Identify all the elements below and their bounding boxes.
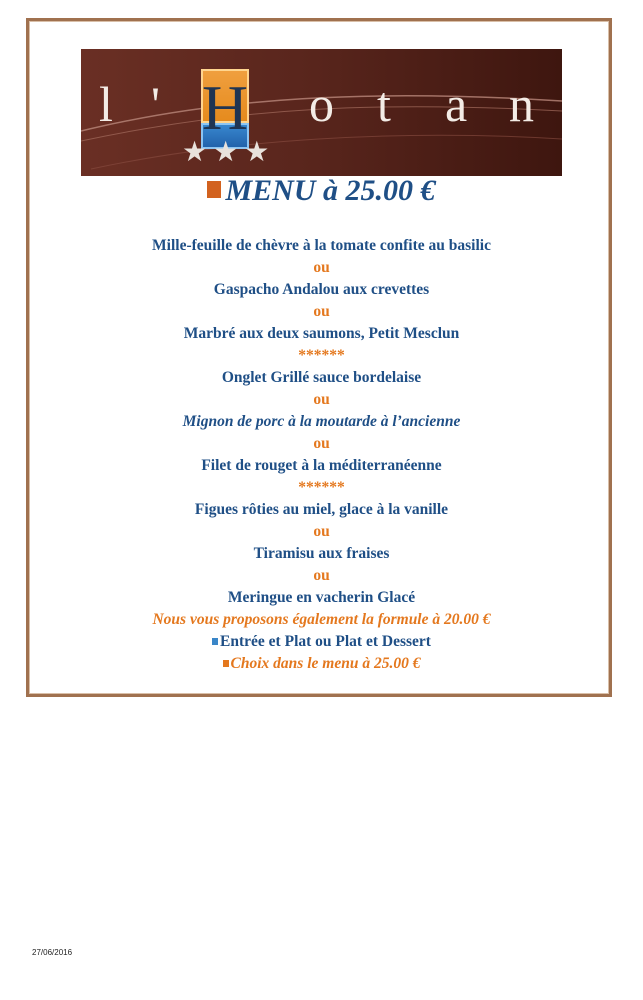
separator-ou: ou [313,567,330,584]
separator-ou: ou [313,259,330,276]
main-1: Onglet Grillé sauce bordelaise [221,369,422,386]
separator-ou: ou [313,303,330,320]
document-date: 27/06/2016 [32,948,73,957]
dessert-3: Meringue en vacherin Glacé [227,589,416,606]
logo-letter-h: H [201,72,249,143]
formula-offer: Nous vous proposons également la formule à 20.00 € [152,611,491,628]
logo-letter-n: n [509,76,534,132]
course-separator: ****** [298,479,345,496]
starter-2: Gaspacho Andalou aux crevettes [213,281,430,298]
formula-option-1: Entrée et Plat ou Plat et Dessert [0,631,643,653]
hotel-stars: ★★★ [182,137,276,168]
main-2: Mignon de porc à la moutarde à l’ancienne [182,413,461,430]
orange-bullet-icon [223,660,229,667]
logo-letter-o: o [309,76,334,132]
logo-letter-a: a [445,76,468,132]
dessert-1: Figues rôties au miel, glace à la vanille [194,501,449,518]
logo-letter-t: t [377,76,391,132]
blue-bullet-icon [212,638,218,645]
course-separator: ****** [298,347,345,364]
starter-1: Mille-feuille de chèvre à la tomate confite au basilic [152,237,491,254]
hotel-logo [81,49,562,176]
menu-list [0,235,643,675]
menu-title [0,174,643,208]
menu-title-text: MENU à 25.00 € [225,174,436,207]
formula-option-2: Choix dans le menu à 25.00 € [0,653,643,675]
main-3: Filet de rouget à la méditerranéenne [201,457,442,474]
title-bullet-icon [207,181,221,198]
dessert-2: Tiramisu aux fraises [253,545,390,562]
separator-ou: ou [313,523,330,540]
starter-3: Marbré aux deux saumons, Petit Mesclun [183,325,460,342]
logo-apostrophe: ' [151,76,161,132]
separator-ou: ou [313,391,330,408]
separator-ou: ou [313,435,330,452]
logo-letter-l: l [99,76,113,132]
